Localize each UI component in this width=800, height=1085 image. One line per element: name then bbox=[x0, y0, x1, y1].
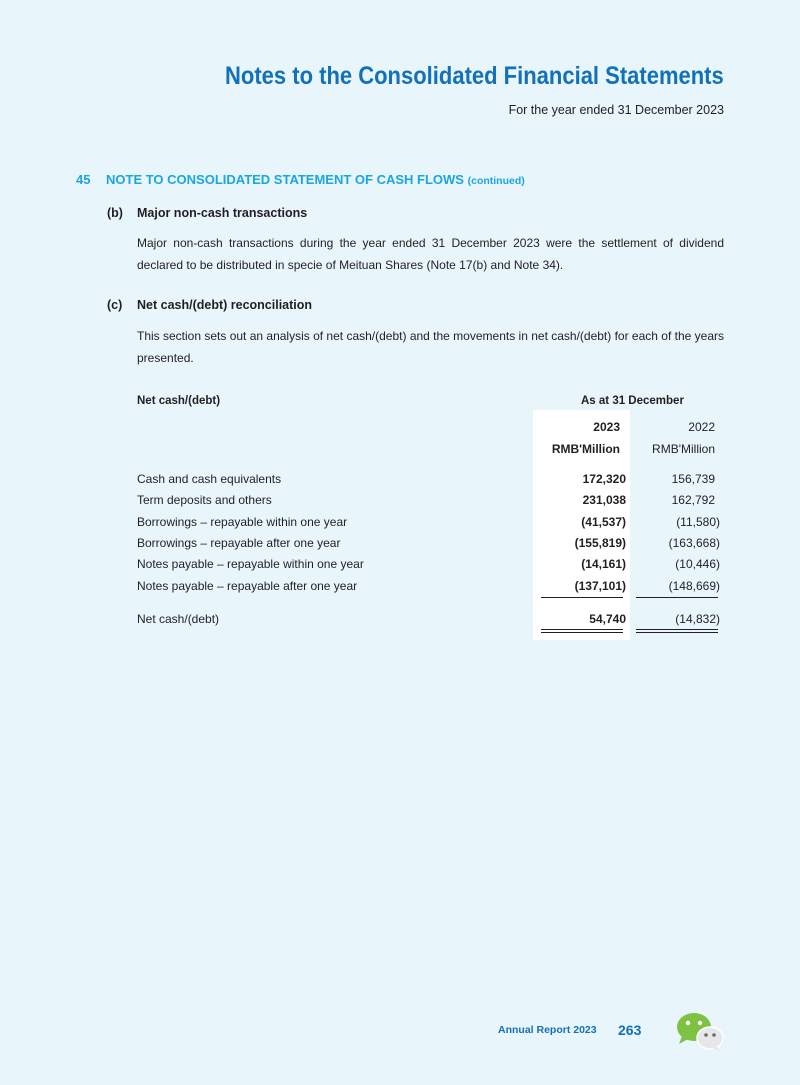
row-value-2023: 231,038 bbox=[582, 493, 626, 507]
section-continued: (continued) bbox=[467, 175, 525, 187]
subsection-b-letter: (b) bbox=[107, 206, 123, 220]
unit-header-2023: RMB'Million bbox=[551, 442, 620, 456]
total-double-rule-2022-bottom bbox=[636, 632, 718, 633]
subsection-c-text: This section sets out an analysis of net cash/(debt) and the movements in net cash/(debt) for each of the years presented. bbox=[137, 329, 724, 365]
section-number: 45 bbox=[76, 172, 91, 187]
unit-header-2022: RMB'Million bbox=[652, 442, 715, 456]
row-label: Notes payable – repayable after one year bbox=[137, 579, 358, 593]
row-value-2022: (10,446) bbox=[675, 557, 720, 571]
subsection-c-title: Net cash/(debt) reconciliation bbox=[137, 298, 313, 312]
row-value-2023: 172,320 bbox=[582, 472, 626, 486]
footer-report-name: Annual Report 2023 bbox=[498, 1024, 597, 1036]
subsection-b-heading bbox=[107, 206, 307, 220]
row-value-2023: (41,537) bbox=[581, 515, 626, 529]
row-label: Borrowings – repayable after one year bbox=[137, 536, 341, 550]
row-label: Borrowings – repayable within one year bbox=[137, 515, 348, 529]
total-value-2023: 54,740 bbox=[589, 612, 626, 626]
row-label: Notes payable – repayable within one year bbox=[137, 557, 364, 571]
wechat-logo-icon bbox=[674, 1010, 726, 1052]
row-value-2023: (137,101) bbox=[574, 579, 626, 593]
subsection-c-letter: (c) bbox=[107, 298, 123, 312]
subsection-c-heading bbox=[107, 298, 312, 312]
section-title: NOTE TO CONSOLIDATED STATEMENT OF CASH FLOWS bbox=[106, 172, 464, 187]
row-value-2022: (163,668) bbox=[668, 536, 720, 550]
total-double-rule-2022-top bbox=[636, 629, 718, 630]
total-double-rule-2023-top bbox=[541, 629, 623, 630]
subtotal-rule-2022 bbox=[636, 597, 718, 598]
row-label: Term deposits and others bbox=[137, 493, 272, 507]
section-heading bbox=[76, 172, 525, 187]
page-subtitle: For the year ended 31 December 2023 bbox=[508, 103, 724, 117]
subtotal-rule-2023 bbox=[541, 597, 623, 598]
table-label-header: Net cash/(debt) bbox=[137, 395, 221, 407]
row-value-2022: (148,669) bbox=[668, 579, 720, 593]
subsection-b-text: Major non-cash transactions during the year ended 31 December 2023 were the settlement of dividend declared to be distributed in specie of Meituan Shares (Note 17(b) and Note 34). bbox=[137, 236, 724, 272]
row-value-2022: 162,792 bbox=[671, 493, 715, 507]
total-double-rule-2023-bottom bbox=[541, 632, 623, 633]
subsection-b-title: Major non-cash transactions bbox=[137, 206, 308, 220]
total-value-2022: (14,832) bbox=[675, 612, 720, 626]
page-title: Notes to the Consolidated Financial Statements bbox=[225, 62, 724, 90]
table-group-header: As at 31 December bbox=[581, 395, 684, 407]
total-label: Net cash/(debt) bbox=[137, 612, 220, 626]
row-label: Cash and cash equivalents bbox=[137, 472, 282, 486]
row-value-2023: (14,161) bbox=[581, 557, 626, 571]
row-value-2022: (11,580) bbox=[676, 515, 720, 529]
column-header-2023: 2023 bbox=[593, 420, 620, 434]
row-value-2023: (155,819) bbox=[574, 536, 626, 550]
page-number: 263 bbox=[618, 1022, 642, 1038]
column-header-2022: 2022 bbox=[688, 420, 715, 434]
row-value-2022: 156,739 bbox=[671, 472, 715, 486]
